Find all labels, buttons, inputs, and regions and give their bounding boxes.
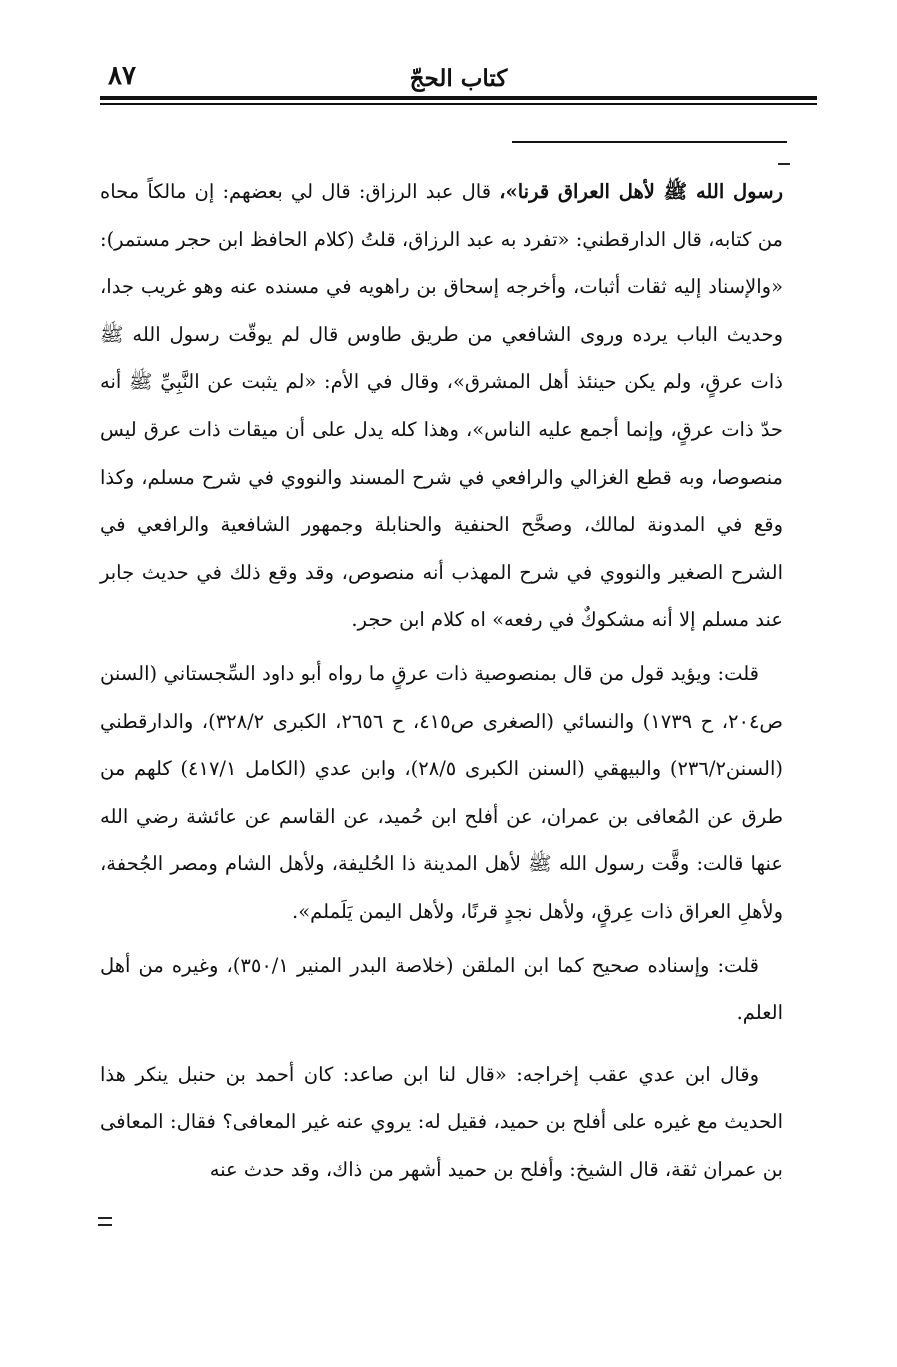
header-rule-thick [100,96,817,100]
margin-mark-top [778,163,790,165]
margin-mark-bottom [98,1217,112,1219]
header-rule-thin [100,103,817,105]
continuation-rule [512,141,787,143]
page-number: ٨٧ [108,61,136,91]
paragraph-4: وقال ابن عدي عقب إخراجه: «قال لنا ابن صاعد: كان أحمد بن حنبل ينكر هذا الحديث مع غيره على أفلح بن حميد، فقيل له: يروي عنه غير المعافى؟ فقال: المعافى بن عمران ثقة، قال الشيخ: وأفلح بن حميد أشهر من ذاك، وقد حدث عنه [100,1062,783,1181]
paragraph-3: قلت: وإسناده صحيح كما ابن الملقن (خلاصة البدر المنير ٣٥٠/١)، وغيره من أهل العلم. [100,953,783,1025]
page-header [100,55,817,95]
bold-lead: رسول الله ﷺ لأهل العراق قرنا»، [499,180,783,203]
main-text [100,168,783,1193]
running-title: كتاب الحجّ [409,65,508,92]
paragraph-1 [100,168,783,644]
margin-mark-bottom-2 [98,1224,112,1226]
paragraph-2: قلت: ويؤيد قول من قال بمنصوصية ذات عرقٍ ما رواه أبو داود السِّجستاني (السنن ص٢٠٤، ح ١٧٣٩) والنسائي (الصغرى ص٤١٥، ح ٢٦٥٦، الكبرى ٣٢٨/٢)، والدارقطني (السنن٢٣٦/٢) والبيهقي (السنن الكبرى ٢٨/٥)، وابن عدي (الكامل ٤١٧/١) كلهم من طرق عن المُعافى بن عمران، عن أفلح ابن حُميد، عن القاسم عن عائشة رضي الله عنها قالت: وقَّت رسول الله ﷺ لأهل المدينة ذا الحُليفة، ولأهل الشام ومصر الجُحفة، ولأهلِ العراق ذات عِرقٍ، ولأهل نجدٍ قرنًا، ولأهل اليمن يَلَملم». [100,661,784,923]
paragraph-1-text: قال عبد الرزاق: قال لي بعضهم: إن مالكاً محاه من كتابه، قال الدارقطني: «تفرد به عبد الرزاق، قلتُ (كلام الحافظ ابن حجر مستمر): «والإسناد إليه ثقات أثبات، وأخرجه إسحاق بن راهويه في مسنده عنه وهو غريب جدا، وحديث الباب يرده وروى الشافعي من طريق طاوس قال لم يوقّت رسول الله ﷺ ذات عرقٍ، ولم يكن حينئذ أهل المشرق»، وقال في الأم: «لم يثبت عن النَّبِيِّ ﷺ أنه حدّ ذات عرقٍ، وإنما أجمع عليه الناس»، وهذا كله يدل على أن ميقات ذات عرق ليس منصوصا، وبه قطع الغزالي والرافعي في شرح المسند والنووي في شرح مسلم، وكذا وقع في المدونة لمالك، وصحَّح الحنفية والحنابلة وجمهور الشافعية والرافعي في الشرح الصغير والنووي في شرح المهذب أنه منصوص، وقد وقع ذلك في حديث جابر عند مسلم إلا أنه مشكوكٌ في رفعه» اه كلام ابن حجر. [100,180,783,632]
